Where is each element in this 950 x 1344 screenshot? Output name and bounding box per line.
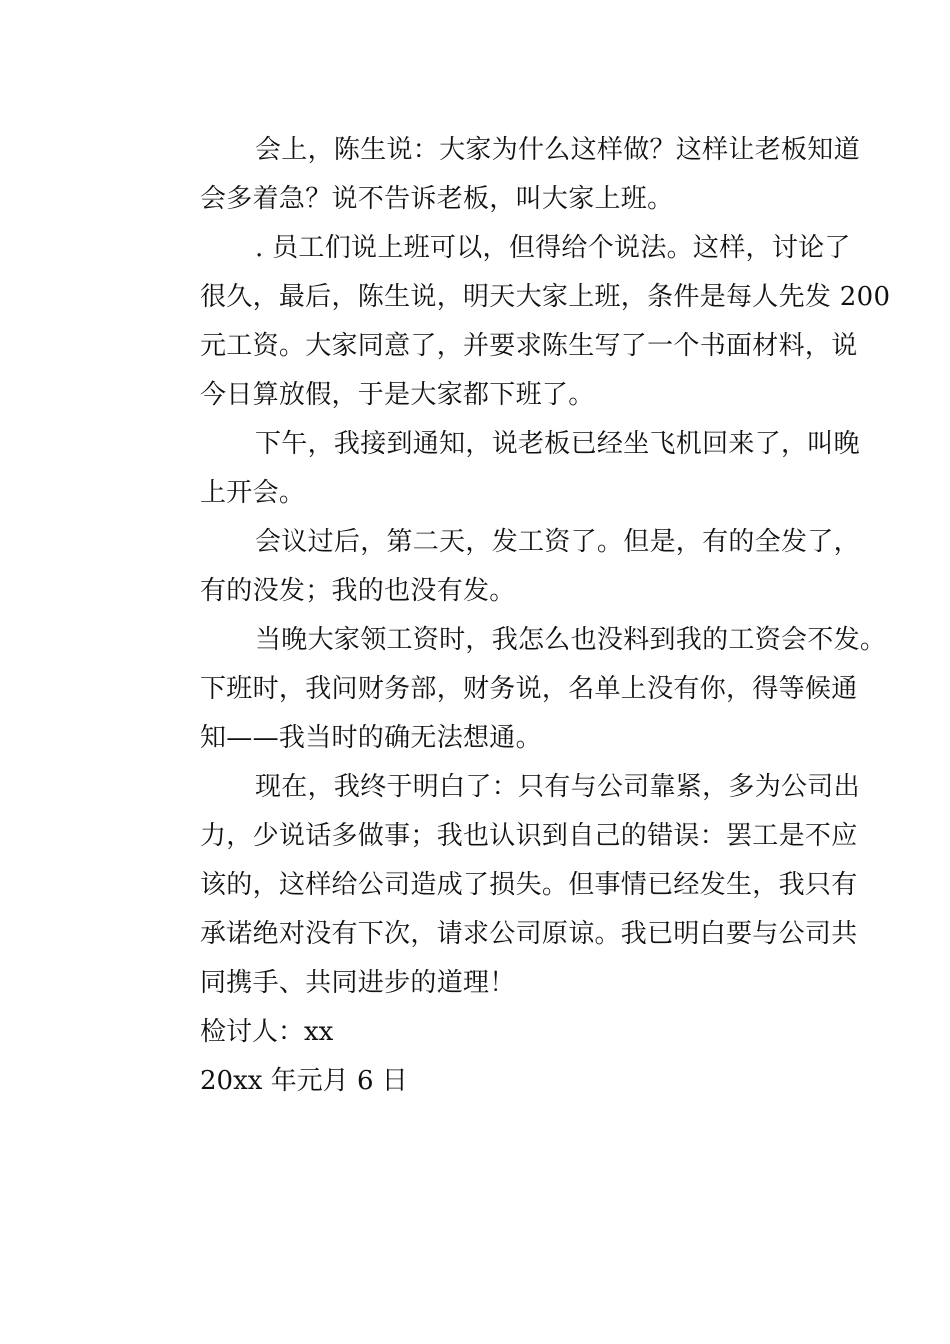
signature-date: 20xx 年元月 6 日: [200, 1066, 408, 1096]
text-line: 下午，我接到通知，说老板已经坐飞机回来了，叫晚: [255, 429, 860, 459]
paragraph-3: [145, 420, 860, 518]
text-line: 知——我当时的确无法想通。: [200, 723, 542, 753]
text-line: 会上，陈生说：大家为什么这样做？这样让老板知道: [255, 135, 860, 165]
text-line: . 员工们说上班可以，但得给个说法。这样，讨论了: [255, 233, 851, 263]
text-line: 现在，我终于明白了：只有与公司靠紧，多为公司出: [255, 772, 860, 802]
paragraph-1: [145, 126, 860, 224]
text-line: 该的，这样给公司造成了损失。但事情已经发生，我只有: [200, 870, 858, 900]
text-line: 有的没发；我的也没有发。: [200, 576, 516, 606]
text-line: 上开会。: [200, 478, 306, 508]
text-line: 同携手、共同进步的道理！: [200, 968, 516, 998]
text-line: 很久，最后，陈生说，明天大家上班，条件是每人先发 200: [200, 282, 891, 312]
document-body: [145, 126, 891, 1106]
text-line: 会议过后，第二天，发工资了。但是，有的全发了，: [255, 527, 860, 557]
text-line: 今日算放假，于是大家都下班了。: [200, 380, 595, 410]
paragraph-5: [145, 616, 887, 763]
text-line: 会多着急？说不告诉老板，叫大家上班。: [200, 184, 674, 214]
text-line: 元工资。大家同意了，并要求陈生写了一个书面材料，说: [200, 331, 858, 361]
paragraph-6: [145, 763, 860, 1008]
text-line: 承诺绝对没有下次，请求公司原谅。我已明白要与公司共: [200, 919, 858, 949]
text-line: 下班时，我问财务部，财务说，名单上没有你，得等候通: [200, 674, 858, 704]
text-line: 当晚大家领工资时，我怎么也没料到我的工资会不发。: [255, 625, 887, 655]
paragraph-4: [145, 518, 860, 616]
paragraph-2: [145, 224, 891, 420]
reviewer-signature: 检讨人：xx: [200, 1017, 334, 1047]
text-line: 力，少说话多做事；我也认识到自己的错误：罢工是不应: [200, 821, 858, 851]
